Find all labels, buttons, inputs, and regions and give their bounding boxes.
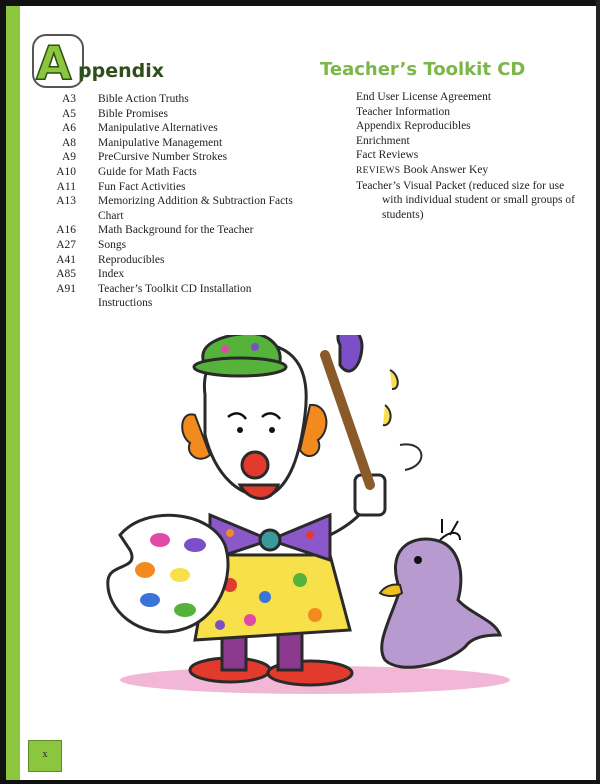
item-code: A27 [56, 238, 76, 251]
item-code: A13 [56, 195, 76, 208]
list-item [44, 180, 304, 195]
item-code: A5 [61, 107, 76, 120]
list-item: Teacher Information [356, 105, 451, 118]
item-rest: Book Answer Key [400, 163, 489, 176]
toolkit-list [356, 90, 586, 222]
item-title: Memorizing Addition & Subtraction Facts Chart [98, 195, 293, 222]
clown-nose [242, 452, 268, 478]
appendix-list [44, 92, 304, 311]
item-title: Reproducibles [98, 253, 165, 266]
list-item [44, 121, 304, 136]
item-title: Manipulative Management [98, 136, 223, 149]
item-title: Songs [98, 238, 127, 251]
item-code: A11 [56, 180, 76, 193]
page-number: x [42, 749, 48, 760]
list-item [44, 282, 304, 311]
heading-rest: ppendix [78, 60, 164, 82]
list-item [44, 267, 304, 282]
reviews-smallcaps: REVIEWS [356, 165, 401, 176]
item-code: A10 [56, 165, 76, 178]
item-title: Bible Promises [98, 107, 168, 120]
item-code: A91 [56, 282, 76, 295]
list-item [356, 163, 586, 179]
list-item [44, 194, 304, 223]
item-title: PreCursive Number Strokes [98, 151, 228, 164]
item-title: Math Background for the Teacher [98, 224, 254, 237]
list-item [44, 136, 304, 151]
item-code: A16 [56, 224, 76, 237]
list-item: Fact Reviews [356, 149, 419, 162]
frame-bottom [0, 780, 600, 784]
list-item: End User License Agreement [356, 91, 492, 103]
page-number-tab [28, 740, 62, 772]
item-title: Teacher’s Toolkit CD Installation Instructions [98, 282, 252, 310]
list-item: Teacher’s Visual Packet (reduced size for use with individual student or small groups of students) [356, 179, 575, 221]
item-title: Manipulative Alternatives [98, 122, 218, 135]
big-letter: A [36, 36, 72, 90]
toolkit-heading: Teacher’s Toolkit CD [320, 59, 526, 80]
list-item [44, 150, 304, 165]
list-item: Enrichment [356, 134, 410, 147]
item-code: A85 [56, 268, 76, 281]
list-item: Appendix Reproducibles [356, 120, 471, 133]
item-code: A6 [61, 122, 76, 135]
item-title: Bible Action Truths [98, 93, 189, 105]
item-title: Index [98, 268, 125, 281]
item-code: A3 [61, 93, 76, 105]
list-item [44, 165, 304, 180]
paintbrush-icon [325, 355, 370, 485]
clown-painter-illustration [100, 335, 510, 705]
list-item [44, 92, 304, 107]
list-item [44, 107, 304, 122]
green-margin-band [6, 6, 20, 780]
item-code: A9 [61, 151, 76, 164]
item-code: A41 [56, 253, 76, 266]
list-item [44, 238, 304, 253]
seal-icon [380, 519, 500, 667]
item-code: A8 [61, 136, 76, 149]
palette-icon [108, 515, 228, 632]
list-item [44, 253, 304, 268]
list-item [44, 223, 304, 238]
frame-right [596, 0, 600, 784]
item-title: Fun Fact Activities [98, 180, 186, 193]
frame-top [0, 0, 600, 6]
item-title: Guide for Math Facts [98, 165, 197, 178]
